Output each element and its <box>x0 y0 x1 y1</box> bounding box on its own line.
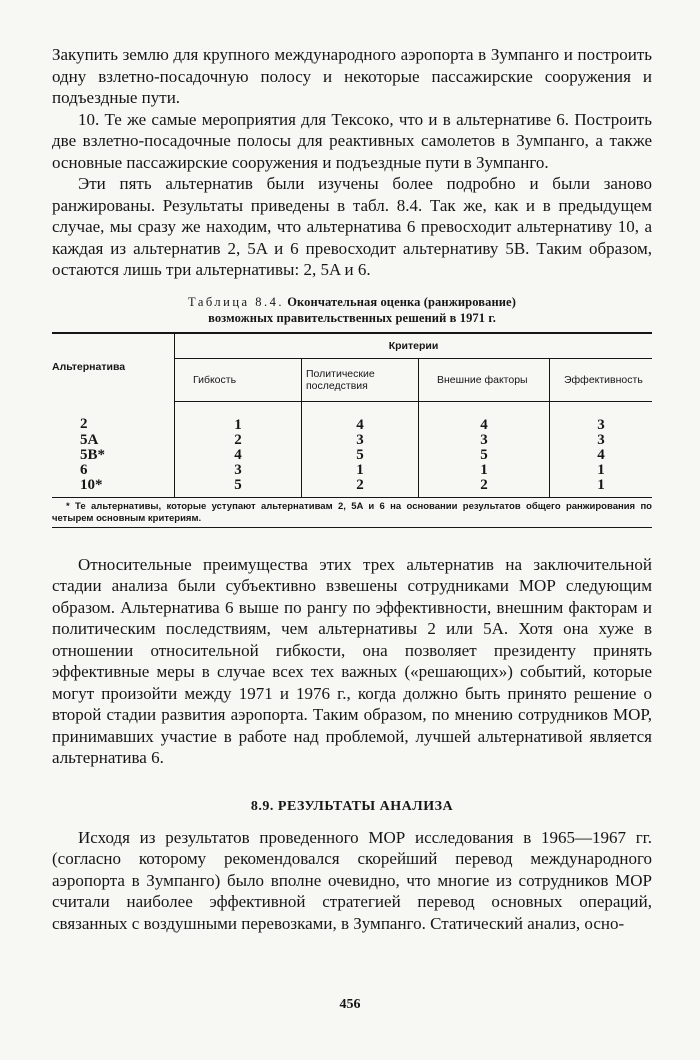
paragraph-3: Эти пять альтернатив были изучены более подробно и были заново ранжированы. Результаты приведены в табл. 8.4. Так же, как и в предыдущем случае, мы сразу же находим, что альтернатива 6 превосходит альтернативу 10, а каждая из альтернатив 2, 5A и 6 превосходит альтернативу 5B. Таким образом, остаются лишь три альтернативы: 2, 5A и 6. <box>52 174 652 279</box>
cell-efficiency: 4 <box>597 446 605 463</box>
paragraph-4: Относительные преимущества этих трех альтернатив на заключительной стадии анализа были субъективно взвешены сотрудниками МОР следующим образом. Альтернатива 6 выше по рангу по эффективности, внешним факторам и политическим последствиям, чем альтернативы 2 или 5A. Хотя она хуже в отношении относительной гибкости, она позволяет президенту принять эффективные меры в случае всех тех важных («решающих») событий, которые могут произойти между 1971 и 1976 г., когда должно быть принято решение о второй стадии развития аэропорта. Таким образом, по мнению сотрудников МОР, принимавших участие в работе над проблемой, лучшей альтернативой является альтернатива 6. <box>52 554 652 767</box>
cell-efficiency: 1 <box>597 476 605 493</box>
paragraph-1: Закупить землю для крупного международного аэропорта в Зумпанго и построить одну взлетно-посадочную полосу и некоторые пассажирские сооружения и подъездные пути. <box>52 45 652 107</box>
cell-efficiency: 3 <box>597 431 605 448</box>
cell-flexibility: 5 <box>175 478 302 498</box>
cell-external: 4 <box>419 401 550 433</box>
paragraph-2: 10. Те же самые мероприятия для Тексокo, что и в альтернативе 6. Построить две взлетно-посадочные полосы для реактивных самолетов в Зумпанго, а также основные пассажирские сооружения и подъездные пути в Зумпанго. <box>52 109 652 172</box>
cell-flexibility: 1 <box>175 401 302 433</box>
row-alt: 6 <box>52 463 175 478</box>
ranking-table <box>52 332 652 498</box>
header-efficiency: Эффективность <box>550 358 653 401</box>
row-alt: 2 <box>52 401 175 433</box>
table-caption-line1: Окончательная оценка (ранжирование) <box>287 294 516 309</box>
table-row <box>52 448 652 463</box>
cell-flexibility: 3 <box>175 463 302 478</box>
section-heading: 8.9. РЕЗУЛЬТАТЫ АНАЛИЗА <box>250 798 454 814</box>
cell-external: 3 <box>419 433 550 448</box>
table-caption <box>52 294 652 326</box>
table-caption-line2: возможных правительственных решений в 1971 г. <box>208 310 496 325</box>
page-body <box>52 44 652 934</box>
header-flexibility: Гибкость <box>175 358 302 401</box>
header-alternative: Альтернатива <box>52 333 175 402</box>
cell-political: 4 <box>302 401 419 433</box>
cell-political: 1 <box>302 463 419 478</box>
table-row <box>52 401 652 433</box>
cell-political: 5 <box>302 448 419 463</box>
cell-external: 5 <box>419 448 550 463</box>
table-row <box>52 463 652 478</box>
table-caption-label: Таблица 8.4. <box>188 294 284 309</box>
row-alt: 5A <box>52 433 175 448</box>
row-alt: 10* <box>52 478 175 498</box>
table-row <box>52 433 652 448</box>
cell-efficiency: 1 <box>597 461 605 478</box>
cell-efficiency: 3 <box>597 416 605 433</box>
header-external: Внешние факторы <box>419 358 550 401</box>
row-alt: 5B* <box>52 448 175 463</box>
cell-external: 1 <box>419 463 550 478</box>
table-row <box>52 478 652 498</box>
table-footnote: * Те альтернативы, которые уступают альтернативам 2, 5A и 6 на основании результатов общего ранжирования по четырем основным критериям. <box>52 501 652 528</box>
cell-political: 3 <box>302 433 419 448</box>
cell-political: 2 <box>302 478 419 498</box>
page-number: 456 <box>339 997 361 1012</box>
cell-external: 2 <box>419 478 550 498</box>
cell-flexibility: 2 <box>175 433 302 448</box>
header-criteria: Критерии <box>175 333 653 359</box>
cell-flexibility: 4 <box>175 448 302 463</box>
header-political: Политические последствия <box>302 358 419 401</box>
paragraph-5: Исходя из результатов проведенного МОР исследования в 1965—1967 гг. (согласно которому рекомендовался скорейший перевод международного аэропорта в Зумпанго) было вполне очевидно, что многие из сотрудников МОР считали наиболее эффективной стратегией перевод основных операций, связанных с воздушными перевозками, в Зумпанго. Статический анализ, осно- <box>52 827 652 933</box>
